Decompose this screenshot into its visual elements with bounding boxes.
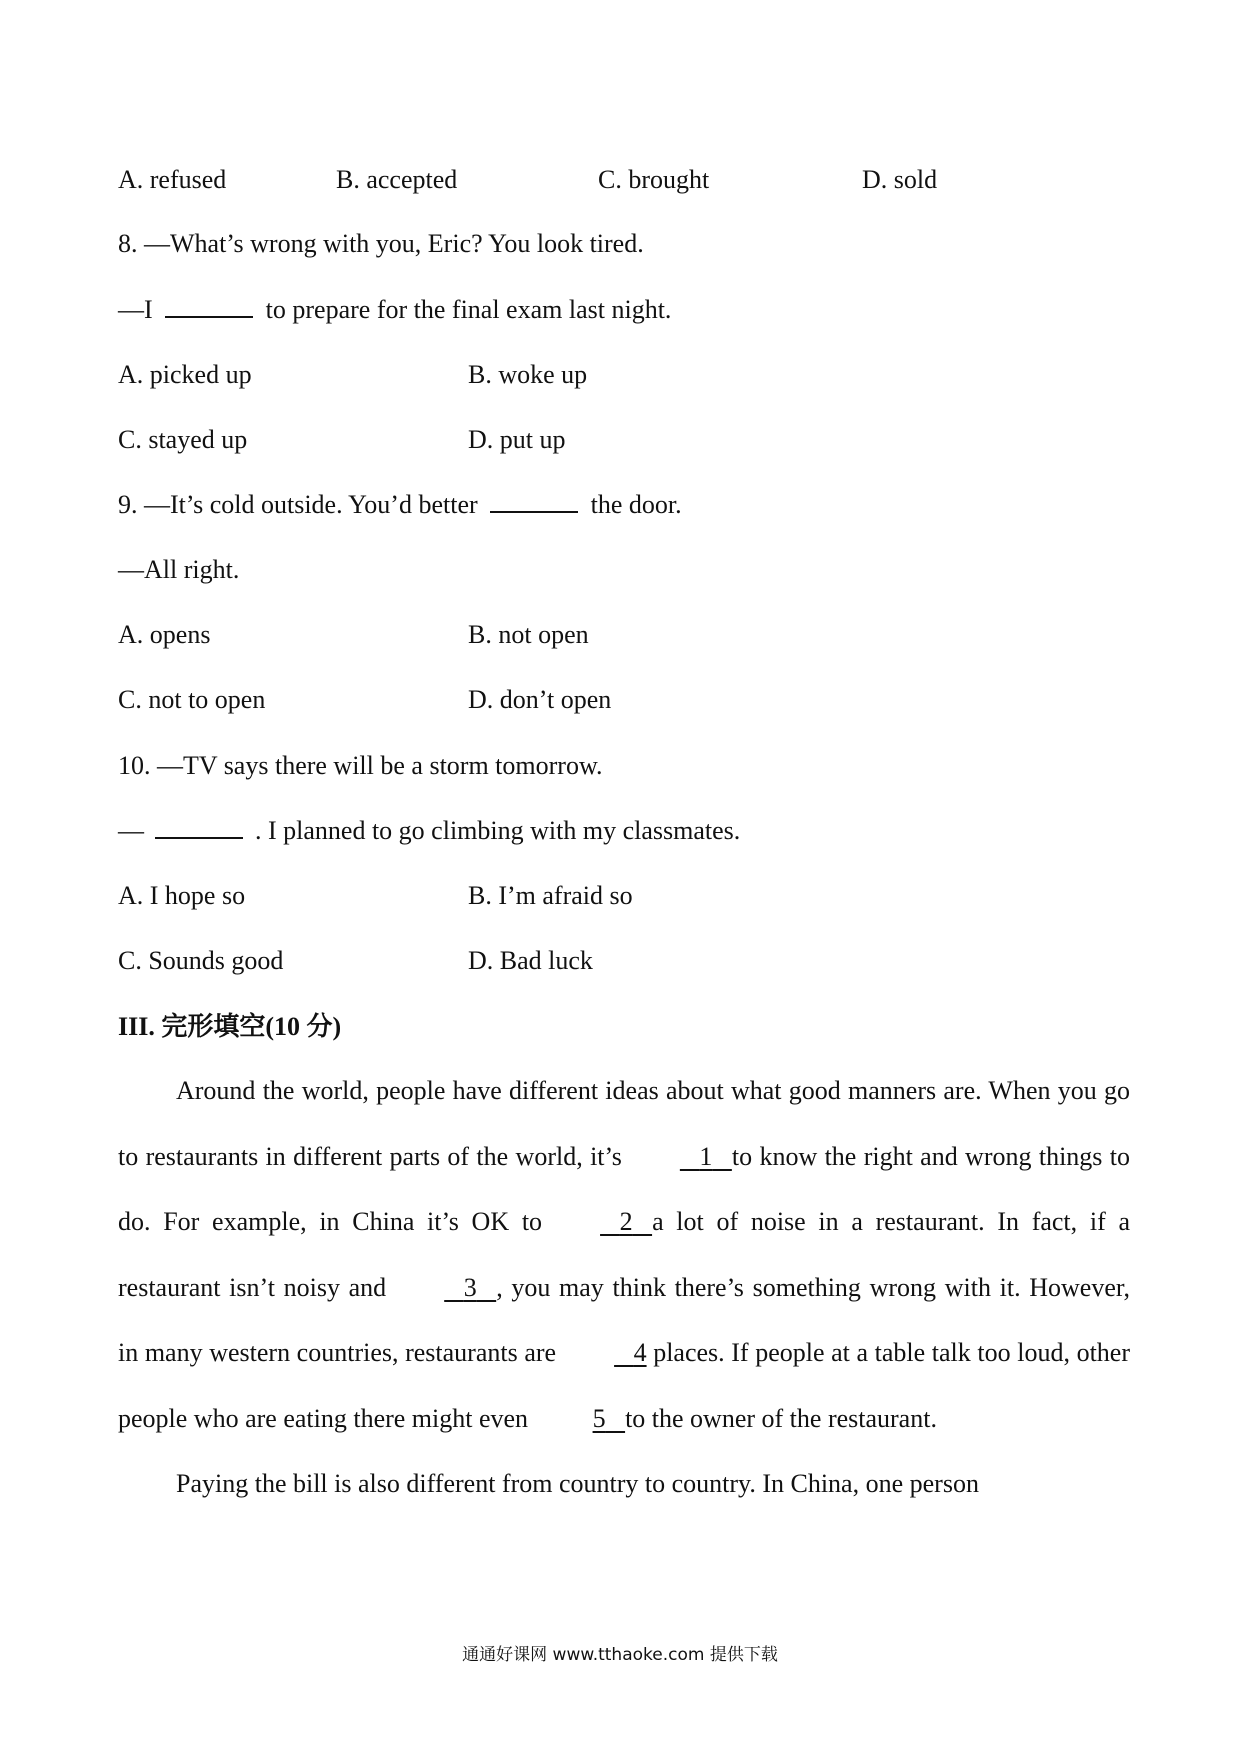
q7-option-a[interactable]: A. refused — [118, 165, 227, 194]
cloze-gap-3 — [386, 1255, 496, 1321]
gap-number: 3 — [463, 1272, 477, 1302]
gap-number: 2 — [619, 1207, 633, 1236]
cloze-gap-2 — [542, 1189, 652, 1255]
q8-reply-before: —I — [118, 295, 153, 324]
cloze-gap-4 — [556, 1320, 647, 1386]
q7-option-d[interactable]: D. sold — [862, 165, 938, 194]
q9-option-d[interactable]: D. don’t open — [468, 685, 612, 714]
passage-text: , you may think there’s something wrong with it. However, in many western countries, restaurants are — [118, 1272, 1131, 1367]
q10-stem: 10. —TV says there will be a storm tomorrow. — [118, 751, 603, 780]
q8-stem: 8. —What’s wrong with you, Eric? You look tired. — [118, 229, 644, 258]
q8-blank — [165, 292, 253, 318]
passage-text: Around the world, people have different ideas about what good manners are. When you go to restaurants in different parts of the world, it’s — [118, 1076, 1130, 1171]
q9-reply: —All right. — [118, 555, 240, 584]
q7-option-c[interactable]: C. brought — [598, 165, 710, 194]
gap-number: 1 — [699, 1141, 713, 1171]
cloze-gap-1 — [622, 1124, 732, 1190]
q9-option-c[interactable]: C. not to open — [118, 685, 266, 714]
section-title: III. 完形填空(10 分) — [118, 1012, 342, 1041]
q9-stem — [118, 487, 1130, 523]
q9-blank — [490, 487, 578, 513]
q10-option-b[interactable]: B. I’m afraid so — [468, 881, 633, 910]
page-footer: 通通好课网 www.tthaoke.com 提供下载 — [462, 1645, 778, 1665]
q10-option-a[interactable]: A. I hope so — [118, 881, 246, 910]
gap-number: 5 — [592, 1403, 606, 1433]
q10-blank — [155, 813, 243, 839]
q10-option-d[interactable]: D. Bad luck — [468, 946, 593, 975]
gap-number: 4 — [633, 1338, 647, 1367]
q10-option-c[interactable]: C. Sounds good — [118, 946, 284, 975]
q9-option-b[interactable]: B. not open — [468, 620, 589, 649]
cloze-paragraph-2: Paying the bill is also different from country to country. In China, one person — [176, 1469, 979, 1498]
q9-option-a[interactable]: A. opens — [118, 620, 211, 649]
q8-reply-after: to prepare for the final exam last night. — [265, 295, 672, 324]
q8-option-d[interactable]: D. put up — [468, 425, 566, 454]
passage-text: to know the right and wrong things to do. For example, in China it’s OK to — [118, 1141, 1130, 1236]
q10-reply — [118, 813, 1130, 849]
q8-option-b[interactable]: B. woke up — [468, 360, 588, 389]
q8-reply — [118, 292, 1130, 328]
q8-option-a[interactable]: A. picked up — [118, 360, 252, 389]
passage-text: to the owner of the restaurant. — [625, 1403, 937, 1433]
cloze-gap-5 — [535, 1386, 626, 1452]
cloze-paragraph-1 — [118, 1058, 1130, 1451]
q10-reply-before: — — [118, 816, 144, 845]
passage-text: places. If people at a table talk too loud, other people who are eating there might even — [118, 1338, 1130, 1433]
q8-option-c[interactable]: C. stayed up — [118, 425, 248, 454]
q10-reply-after: . I planned to go climbing with my classmates. — [255, 816, 741, 845]
passage-text: a lot of noise in a restaurant. In fact, if a restaurant isn’t noisy and — [118, 1207, 1130, 1302]
q9-stem-before: 9. —It’s cold outside. You’d better — [118, 490, 478, 519]
q9-stem-after: the door. — [590, 490, 682, 519]
q7-option-b[interactable]: B. accepted — [336, 165, 458, 194]
